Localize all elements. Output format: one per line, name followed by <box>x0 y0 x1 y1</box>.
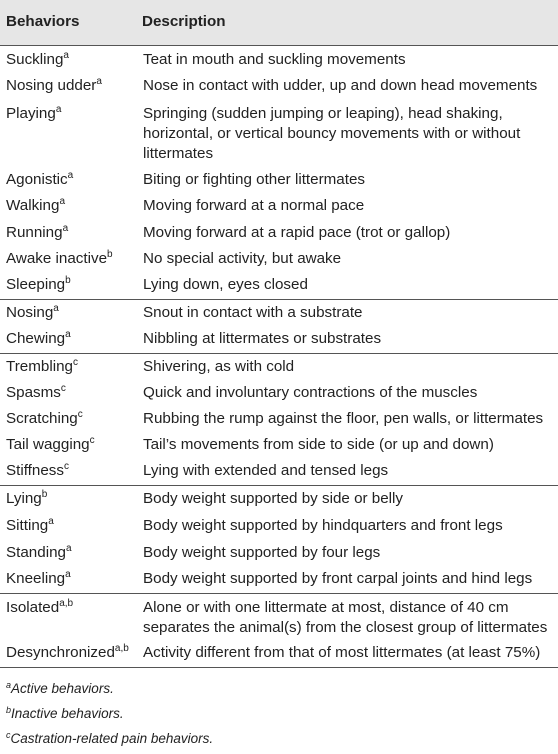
table-row <box>0 219 558 246</box>
footnote-mark: a <box>6 680 12 690</box>
description-cell: Shivering, as with cold <box>136 353 558 380</box>
footnote-marker: a <box>67 170 74 181</box>
footnote-b <box>6 706 124 722</box>
description-cell: Body weight supported by four legs <box>143 543 381 561</box>
footnote-marker: a <box>62 222 69 234</box>
behavior-cell <box>0 272 136 299</box>
table-row <box>0 326 558 353</box>
description-cell: Snout in contact with a substrate <box>136 299 558 326</box>
behavior-name: Sitting <box>6 516 49 534</box>
description-cell: Nose in contact with udder, up and down head movements <box>143 77 538 94</box>
behavior-cell <box>0 458 136 485</box>
behavior-name: Nosing udder <box>6 77 97 94</box>
description-cell: Tail’s movements from side to side (or up and down) <box>143 436 494 453</box>
behavior-name: Running <box>6 223 63 241</box>
behavior-name: Playing <box>6 105 56 122</box>
behavior-cell <box>0 539 136 566</box>
footnote-marker: a,b <box>59 597 74 609</box>
behavior-name: Isolated <box>6 598 60 616</box>
behavior-name: Standing <box>6 543 66 561</box>
footnote-marker: b <box>107 249 113 260</box>
footnote-marker: c <box>72 356 78 368</box>
table-row <box>0 74 558 98</box>
header-description: Description <box>136 0 558 45</box>
behavior-name: Walking <box>6 197 60 214</box>
behavior-name: Nosing <box>6 303 54 321</box>
footnote-marker: a <box>65 569 71 581</box>
table-body <box>0 45 558 667</box>
table-row <box>0 539 558 566</box>
table-row <box>0 485 558 512</box>
description-cell: Body weight supported by side or belly <box>136 485 558 512</box>
footnote-marker: c <box>60 383 66 394</box>
footnote-text: Inactive behaviors. <box>11 706 124 721</box>
footnote-marker: a <box>65 329 71 341</box>
description-cell: Springing (sudden jumping or leaping), head shaking, horizontal, or vertical bouncy movements with or without littermates <box>143 105 521 162</box>
table-row <box>0 640 558 667</box>
behavior-cell <box>0 353 136 380</box>
behavior-cell <box>0 432 136 458</box>
behavior-name: Kneeling <box>6 570 66 588</box>
description-cell: Body weight supported by hindquarters and front legs <box>143 516 503 534</box>
table-row <box>0 353 558 380</box>
footnote-marker: c <box>77 409 83 420</box>
table-header-row <box>0 0 558 45</box>
behavior-cell <box>0 74 136 98</box>
description-cell: Alone or with one littermate at most, distance of 40 cm separates the animal(s) from the closest group of littermates <box>136 593 558 640</box>
table-row <box>0 593 558 640</box>
description-cell: Nibbling at littermates or substrates <box>143 330 382 348</box>
behavior-cell <box>0 167 136 193</box>
description-cell: Moving forward at a normal pace <box>143 197 365 214</box>
footnote-a <box>6 681 114 697</box>
behavior-name: Awake inactive <box>6 250 108 267</box>
footnote-marker: a <box>63 49 69 61</box>
table-row <box>0 98 558 167</box>
description-cell: Quick and involuntary contractions of the muscles <box>143 384 478 401</box>
table-row <box>0 566 558 593</box>
behavior-cell <box>0 246 136 272</box>
behavior-name: Spasms <box>6 384 61 401</box>
table-row <box>0 380 558 406</box>
table-row <box>0 406 558 432</box>
behavior-name: Scratching <box>6 410 78 427</box>
behavior-cell <box>0 566 136 593</box>
footnote-marker: a <box>59 196 66 207</box>
footnote-marker: b <box>65 275 71 287</box>
table-row <box>0 167 558 193</box>
table-row <box>0 272 558 299</box>
description-cell: Rubbing the rump against the floor, pen walls, or littermates <box>143 410 544 427</box>
behavior-name: Sleeping <box>6 276 66 294</box>
footnote-marker: c <box>63 461 69 473</box>
footnote-marker: a <box>48 515 54 527</box>
behavior-name: Trembling <box>6 357 73 375</box>
behavior-name: Tail wagging <box>6 436 90 453</box>
footnote-text: Castration-related pain behaviors. <box>10 731 214 746</box>
behavior-cell <box>0 45 136 74</box>
footnote-marker: c <box>89 435 95 446</box>
behavior-cell <box>0 98 136 167</box>
behavior-cell <box>0 512 136 539</box>
footnote-marker: a <box>53 302 59 314</box>
behavior-name: Desynchronized <box>6 644 115 662</box>
behavior-cell <box>0 406 136 432</box>
behavior-name: Stiffness <box>6 462 64 480</box>
table-row <box>0 246 558 272</box>
footnote-mark: c <box>6 730 11 740</box>
table-row <box>0 432 558 458</box>
table-row <box>0 512 558 539</box>
footnote-marker: b <box>41 488 48 500</box>
table-row <box>0 193 558 219</box>
behavior-cell <box>0 485 136 512</box>
footnote-marker: a,b <box>114 643 129 655</box>
table-row <box>0 45 558 74</box>
behavior-name: Agonistic <box>6 171 68 188</box>
description-cell: Teat in mouth and suckling movements <box>143 50 406 68</box>
description-cell: Biting or fighting other littermates <box>143 171 366 188</box>
behavior-name: Chewing <box>6 330 66 348</box>
behavior-cell <box>0 219 136 246</box>
behavior-cell <box>0 193 136 219</box>
behavior-cell <box>0 593 136 640</box>
header-behaviors: Behaviors <box>0 0 136 45</box>
behavior-cell <box>0 640 136 667</box>
footnote-c <box>6 731 213 747</box>
footnote-marker: a <box>96 76 102 87</box>
behavior-name: Suckling <box>6 50 64 68</box>
footnote-marker: a <box>65 542 72 554</box>
description-cell: Body weight supported by front carpal joints and hind legs <box>143 570 533 588</box>
description-cell: Lying down, eyes closed <box>143 276 308 294</box>
behavior-cell <box>0 299 136 326</box>
description-cell: Activity different from that of most littermates (at least 75%) <box>136 640 558 667</box>
footnote-mark: b <box>6 705 12 715</box>
description-cell: Moving forward at a rapid pace (trot or gallop) <box>143 223 451 241</box>
footnote-text: Active behaviors. <box>11 681 114 696</box>
description-cell: Lying with extended and tensed legs <box>143 462 389 480</box>
behavior-cell <box>0 326 136 353</box>
description-cell: No special activity, but awake <box>143 250 342 267</box>
table-row <box>0 458 558 485</box>
behavior-name: Lying <box>6 489 42 507</box>
footnote-marker: a <box>55 104 62 115</box>
table-row <box>0 299 558 326</box>
behavior-cell <box>0 380 136 406</box>
